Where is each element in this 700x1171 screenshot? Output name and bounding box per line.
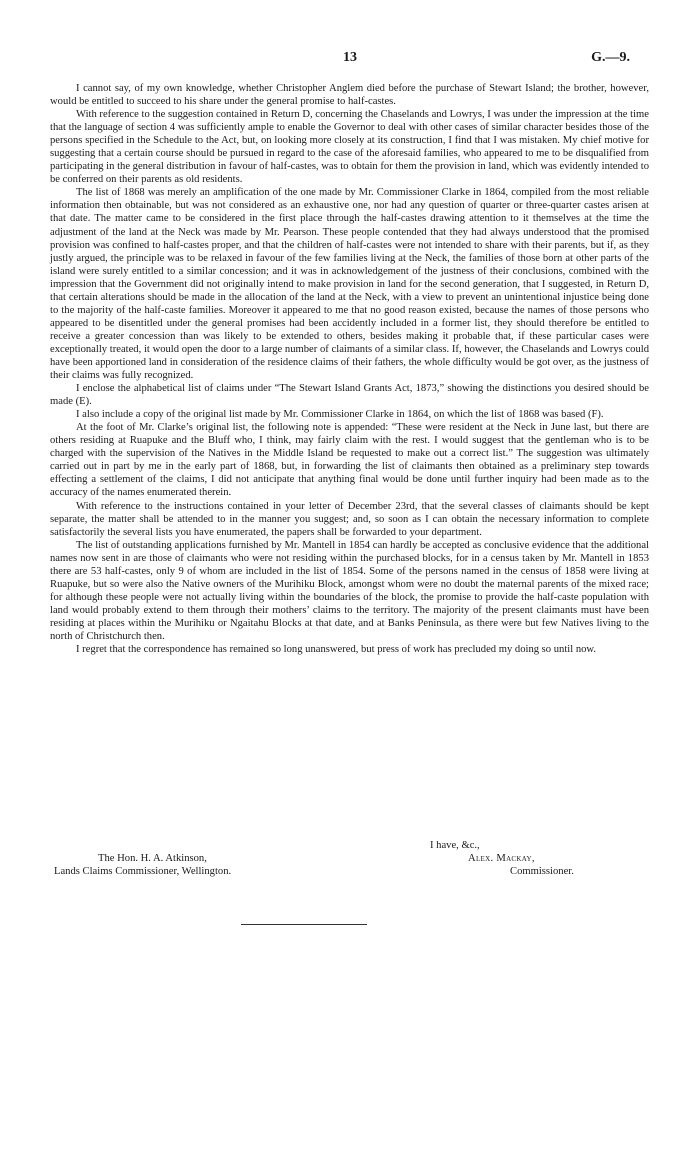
signer-title: Commissioner.	[510, 866, 574, 877]
paragraph: The list of 1868 was merely an amplification of the one made by Mr. Commissioner Clarke in 1864, compiled from the most reliable information then obtainable, but was not considered as an exhaustive one, nor had any question of quarter or three-quarter castes arisen at that date. The matter came to be considered in the first place through the half-castes drawing attention to it themselves at the time the adjustment of the land at the Neck was made by Mr. Pearson. These people contended that they had always understood that the promised provision was confined to half-castes proper, and that the children of half-castes were not intended to share with their parents, but if, as they justly argued, the principle was to be relaxed in favour of the few families living at the Neck, the families of those born at other parts of the island were surely entitled to a similar concession; and it was in acknowledgement of the justness of their conclusions, combined with the impression that the Government did not originally intend to make provision in land for the second generation, that I suggested, in Return D, that certain alterations should be made in the allocation of the land at the Neck, with a view to prevent an unintentional injustice being done to the majority of the half-caste families. Moreover it appeared to me that no good reason existed, because the names of those persons who appeared to be disentitled under the general promises had been accidently included in a former list, they should therefore be entitled to receive a greater concession than was likely to be extended to others, besides making it probable that, if these particular cases were exceptionally treated, it would open the door to a large number of claimants of a similar class. If, however, the Chaselands and Lowrys could have been apportioned land in consideration of the residence claims of their fathers, the whole difficulty would be got over, as the justness of their claims was fully recognized.	[50, 187, 649, 382]
paragraph: I enclose the alphabetical list of claims under “The Stewart Island Grants Act, 1873,” showing the distinctions you desired should be made (E).	[50, 383, 649, 408]
page-code: G.—9.	[591, 50, 630, 65]
paragraph: The list of outstanding applications furnished by Mr. Mantell in 1854 can hardly be accepted as conclusive evidence that the additional names now sent in are those of claimants who were not residing within the purchased blocks, for in a census taken by Mr. Mantell in 1853 there are 53 half-castes, only 9 of whom are included in the list of 1854. Some of the persons named in the census of 1858 were living at Ruapuke, but so were also the Native owners of the Murihiku Block, amongst whom were no doubt the maternal parents of the mixed race; for although these people were not actually living within the boundaries of the block, the promise to provide the half-caste population with land would probably extend to them through their mothers’ claims to the territory. The majority of the present claimants must have been residing at places within the Murihiku or Ngaitahu Blocks at that date, and at Banks Peninsula, as there were but few Natives living to the north of Christchurch then.	[50, 539, 649, 642]
paragraph: With reference to the instructions contained in your letter of December 23rd, that the several classes of claimants should be kept separate, the matter shall be attended to in the manner you suggest; and, so soon as I can obtain the necessary information to complete satisfactorily the several lists you have enumerated, the papers shall be forwarded to your department.	[50, 500, 649, 538]
letter-body	[50, 82, 649, 656]
paragraph: I cannot say, of my own knowledge, whether Christopher Anglem died before the purchase of Stewart Island; the brother, however, would be entitled to succeed to his share under the general promise to half-castes.	[50, 83, 649, 108]
paragraph: With reference to the suggestion contained in Return D, concerning the Chaselands and Lowrys, I was under the impression at the time that the language of section 4 was sufficiently ample to enable the Governor to deal with other cases of similar character besides those of the persons specified in the Schedule to the Act, but, on looking more closely at its construction, I find that I was mistaken. My chief motive for suggesting that a certain course should be pursued in regard to the case of the aforesaid families, who appeared to me to be disqualified from participating in the general distribution in favour of half-castes, was to obtain for them the provision in land, which was evidently intended to be conferred on their parents as old residents.	[50, 109, 649, 186]
closing-line: I have, &c.,	[430, 840, 480, 851]
recipient-title: Lands Claims Commissioner, Wellington.	[54, 866, 232, 877]
signer-name: Alex. Mackay,	[468, 853, 535, 864]
paragraph: I regret that the correspondence has remained so long unanswered, but press of work has precluded my doing so until now.	[76, 644, 597, 656]
recipient-name: The Hon. H. A. Atkinson,	[98, 853, 207, 864]
paragraph: I also include a copy of the original list made by Mr. Commissioner Clarke in 1864, on which the list of 1868 was based (F).	[76, 409, 604, 421]
end-rule	[241, 924, 367, 925]
signature-block	[50, 839, 649, 899]
paragraph: At the foot of Mr. Clarke’s original list, the following note is appended: “These were resident at the Neck in June last, but there are others residing at Ruapuke and the Bluff who, I think, may fairly claim with the rest. I would suggest that the gentleman who is to be charged with the supervision of the Natives in the Middle Island be requested to make out a correct list.” The suggestion was ultimately carried out in part by me in the early part of 1868, but, in forwarding the list of claimants then obtained as a preliminary step towards effecting a settlement of the claims, I did not anticipate that anything final would be done until further inquiry had been made as to the accuracy of the names enumerated therein.	[50, 422, 649, 499]
page-number: 13	[343, 50, 357, 65]
